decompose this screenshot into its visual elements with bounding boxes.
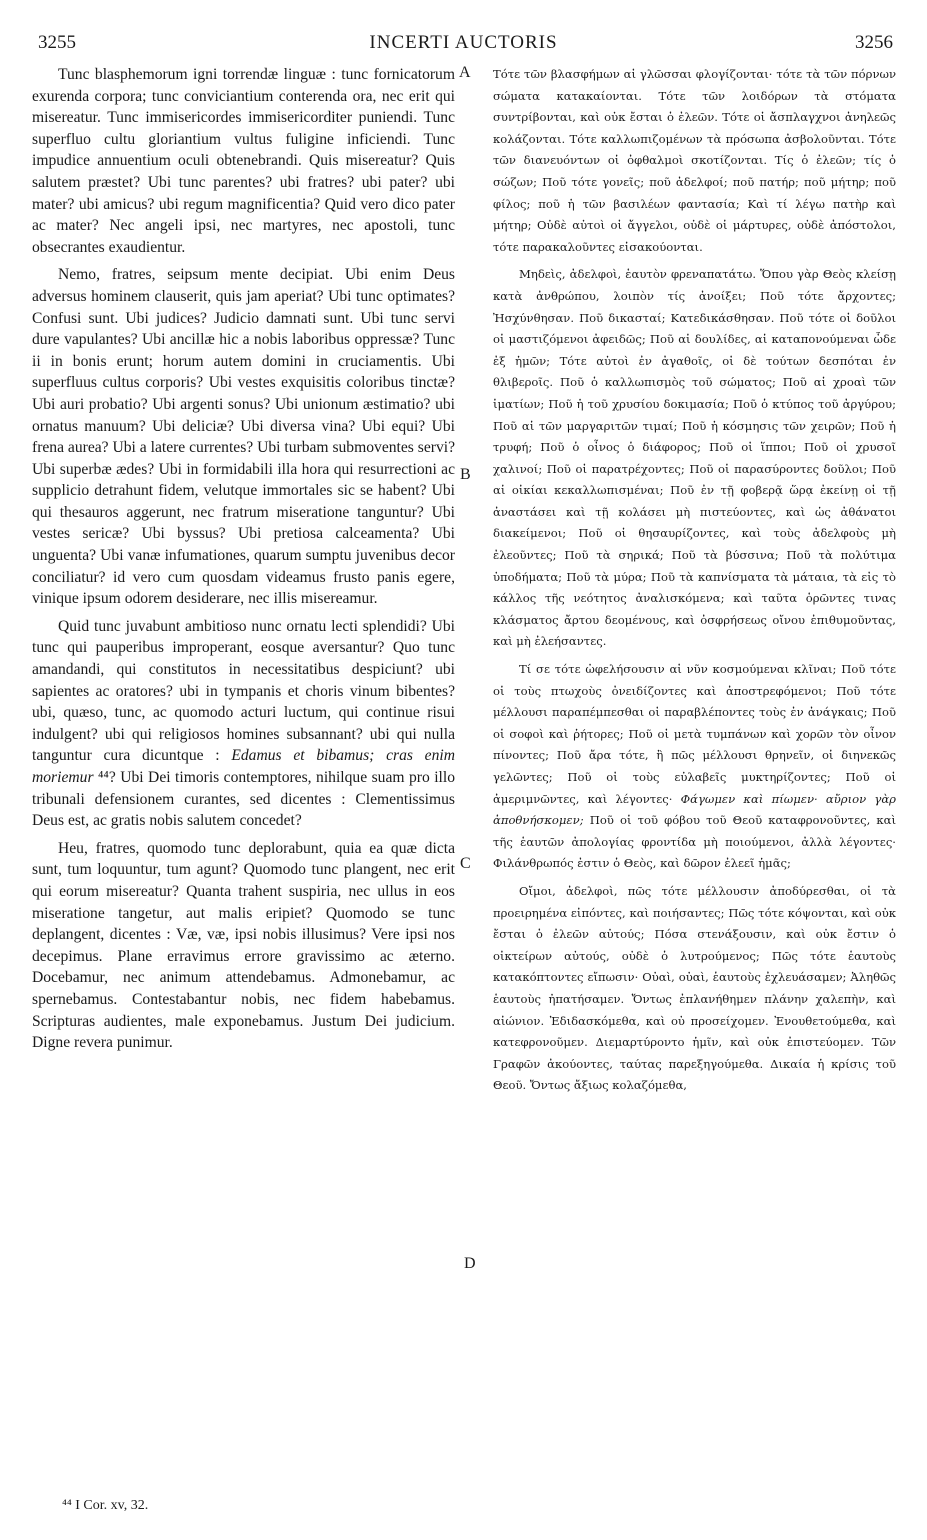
greek-text: Ποῦ οἱ τοῦ φόβου τοῦ Θεοῦ καταφρονοῦντες, καὶ τῆς ἑαυτῶν ἀπολογίας φροντίδα μὴ ποιούμενοι, ἀλλὰ λέγοντες· Φιλάνθρωπός ἐστιν ὁ Θεὸς, καὶ δῶρον ἐλεεῖ ἡμᾶς; bbox=[493, 813, 896, 871]
section-marker-a: A bbox=[459, 64, 471, 81]
greek-paragraph bbox=[493, 659, 896, 875]
greek-text: Τί σε τότε ὠφελήσουσιν αἱ νῦν κοσμούμεναι κλῖναι; Ποῦ τότε οἱ τοὺς πτωχοὺς ὀνειδίζοντες καὶ ἀποστρεφόμενοι; Ποῦ τότε μέλλουσι παραπέμπεσθαι οἱ παραβλέποντες τοὺς ἐν ἀνάγκαις; Ποῦ οἱ σοφοὶ καὶ ῥήτορες; Ποῦ οἱ μετὰ τυμπάνων καὶ χορῶν τὸν οἶνον πίνοντες; Ποῦ ἄρα τότε, ἢ πῶς μέλλουσι θρηνεῖν, οἱ διηνεκῶς γελῶντες; Ποῦ οἱ τοὺς εὐλαβεῖς μυκτηρίζοντες; Ποῦ οἱ ἀμεριμνῶντες, καὶ λέγοντες· bbox=[493, 662, 896, 806]
latin-paragraph: Heu, fratres, quomodo tunc deplorabunt, quia ea quæ dicta sunt, tum loquuntur, tum agunt? Quomodo tunc plangent, nec erit qui eorum misereatur? Quanta trahent suspiria, nec ullus in eos miseratione tangetur, aut malis eripiet? Quomodo se tunc deplangent, dicentes : Væ, væ, ipsi nobis illusimus? Vere ipsi nos decepimus. Plane erravimus errore gravissimo ac æterno. Docebamur, nec animum attendebamus. Admonebamur, ac spernebamus. Contestabantur nobis, nec fidem habebamus. Scripturas audientes, male exponebamus. Justum Dei judicium. Digne revera punimur. bbox=[32, 839, 455, 1052]
page-number-right: 3256 bbox=[855, 32, 893, 53]
greek-column bbox=[493, 64, 896, 1103]
latin-column bbox=[32, 64, 455, 1060]
running-title: INCERTI AUCTORIS bbox=[369, 32, 558, 53]
greek-scripture-quote: Φάγωμεν καὶ πίωμεν· αὔριον γὰρ ἀποθνήσκομεν; bbox=[493, 791, 896, 828]
latin-paragraph: Tunc blasphemorum igni torrendæ linguæ : tunc fornicatorum exurenda corpora; tunc conviciantium conterenda ora, nec erit qui misereatur. Tunc immisericordes immisericorditer puniendi. Tunc superfluo cultu gloriantium vultus fuligine inficiendi. Tunc impudice annuentium oculi obtenebrandi. Quis misereatur? Quis salutem præstet? Ubi tunc parentes? ubi fratres? ubi pater? ubi mater? ubi amicus? ubi regum magnificentia? Quid vero dico pater ac mater? Nec angeli ipsi, nec martyres, nec apostoli, tunc obsecrantes exaudientur. bbox=[32, 66, 455, 256]
latin-paragraph: Nemo, fratres, seipsum mente decipiat. Ubi enim Deus adversus hominem clauserit, quis jam aperiat? Ubi tunc optimates? Confusi sunt. Ubi judices? Judicio damnati sunt. Ubi tunc servi dure vapulantes? Ubi ancillæ hic a nobis laboribus oppressæ? Tunc ii in bonis erunt; horum autem domini in cruciamentis. Ubi superfluus cultus corporis? Ubi vestes exquisitis coloribus tinctæ? Ubi auri probatio? Ubi argenti sonus? Ubi unionum æstimatio? ubi ornatus manuum? Ubi deliciæ? Ubi diversa vina? Ubi equi? Ubi frena aurea? Ubi a latere currentes? Ubi turbam submoventes servi? Ubi superbæ ædes? Ubi in formidabili illa hora qui resurrectioni ac supplicio detrahunt fidem, velutque immortales sic se habent? Ubi qui thesauros aggerunt, nec fratrum miseratione tanguntur? Ubi vestes sericæ? Ubi byssus? Ubi pretiosa calceamenta? Ubi unguenta? Ubi vanæ infumationes, quarum sumptu juvenibus decor conciliatur? id vero cum quosdam videamus frusto panis egere, vinique ipsum odorem desiderare, nec illis misereamur. bbox=[32, 266, 456, 608]
section-marker-b: B bbox=[460, 466, 471, 483]
latin-scripture-quote: Edamus et bibamus; cras enim moriemur bbox=[32, 747, 455, 786]
latin-text: ⁴⁴? Ubi Dei timoris contemptores, nihilque suam pro illo tribunali defensionem curantes, sed dicentes : Clementissimus Deus est, ac gratis nobis salutem concedet? bbox=[32, 769, 455, 830]
greek-paragraph: Τότε τῶν βλασφήμων αἱ γλῶσσαι φλογίζονται· τότε τὰ τῶν πόρνων σώματα κατακαίονται. Τότε τῶν λοιδόρων τὰ στόματα συντρίβονται, καὶ οὐκ ἔσται ὁ ἐλεῶν. Τότε οἱ ἄσπλαγχνοι ἀνηλεῶς κολάζονται. Τότε καλλωπιζομένων τὰ πρόσωπα ἀσβολοῦνται. Τότε τῶν διανευόντων οἱ ὀφθαλμοὶ σκοτίζονται. Τίς ὁ ἐλεῶν; τίς ὁ σώζων; Ποῦ τότε γονεῖς; ποῦ ἀδελφοί; ποῦ πατήρ; ποῦ μήτηρ; ποῦ φίλος; ποῦ ἡ τῶν βασιλέων φαντασία; Καὶ τί λέγω πατὴρ καὶ μήτηρ; Οὐδὲ αὐτοὶ οἱ ἄγγελοι, οὐδὲ οἱ μάρτυρες, οὐδὲ ἀπόστολοι, τότε παρακαλοῦντες εἰσακούονται. bbox=[493, 67, 896, 254]
section-marker-d: D bbox=[464, 1255, 476, 1272]
footnote: ⁴⁴ I Cor. xv, 32. bbox=[62, 1498, 149, 1513]
page-header bbox=[34, 30, 893, 60]
section-marker-c: C bbox=[460, 855, 471, 872]
greek-paragraph: Μηδεὶς, ἀδελφοὶ, ἑαυτὸν φρεναπατάτω. Ὅπου γὰρ Θεὸς κλείσῃ κατὰ ἀνθρώπου, λοιπὸν τίς ἀνοίξει; Ποῦ τότε ἄρχοντες; Ἠσχύνθησαν. Ποῦ δικασταί; Κατεδικάσθησαν. Ποῦ τότε οἱ δοῦλοι οἱ μαστιζόμενοι ἀφειδῶς; Ποῦ αἱ δουλίδες, αἱ καταπονούμεναι ὧδε ἐξ ἡμῶν; Τότε αὐτοὶ ἐν ἀγαθοῖς, οἱ δὲ τούτων δεσπόται ἐν θλιβεροῖς. Ποῦ ὁ καλλωπισμὸς τοῦ σώματος; Ποῦ αἱ χροαὶ τῶν ἱματίων; Ποῦ ἡ τοῦ χρυσίου δοκιμασία; Ποῦ ὁ κτύπος τοῦ ἀργύρου; Ποῦ αἱ τῶν μαργαριτῶν τιμαί; Ποῦ ἡ κόσμησις τῶν χειρῶν; Ποῦ ἡ τρυφή; Ποῦ ὁ οἶνος ὁ διάφορος; Ποῦ οἱ ἵπποι; Ποῦ οἱ χρυσοῖ χαλινοί; Ποῦ οἱ παρατρέχοντες; Ποῦ οἱ παρασύροντες δοῦλοι; Ποῦ αἱ οἰκίαι κεκαλλωπισμέναι; Ποῦ ἐν τῇ φοβερᾷ ὥρᾳ ἐκείνῃ οἱ τῇ ἀναστάσει καὶ τῇ κολάσει μὴ πιστεύοντες, καὶ ὡς ἀθάνατοι διακείμενοι; Ποῦ οἱ θησαυρίζοντες, καὶ τοὺς ἀδελφοὺς μὴ ἐλεοῦντες; Ποῦ τὰ σηρικά; Ποῦ τὰ βύσσινα; Ποῦ τὰ πολύτιμα ὑποδήματα; Ποῦ τὰ μύρα; Ποῦ τὰ καπνίσματα τὰ μάταια, τὰ εἰς τὸ κάλλος τῆς νεότητος ἀναλισκόμενα; καὶ ταῦτα ὁρῶντες τινας κλάσματος ἄρτου δεομένους, καὶ ὀσφρήσεως οἴνου ἐπιθυμοῦντας, καὶ μὴ ἐλεήσαντες. bbox=[493, 267, 896, 649]
latin-paragraph bbox=[32, 616, 455, 832]
greek-paragraph: Οἴμοι, ἀδελφοὶ, πῶς τότε μέλλουσιν ἀποδύρεσθαι, οἱ τὰ προειρημένα εἰπόντες, καὶ ποιήσαντες; Πῶς τότε κόψονται, καὶ οὐκ ἔσται ὁ ἐλεῶν αὐτούς; Πόσα στενάξουσιν, καὶ οὐκ ἔστιν ὁ οἰκτείρων αὐτούς, οὐδὲ ὁ λυτρούμενος; Πῶς τότε ἑαυτοὺς κατακόπτοντες εἴπωσιν· Οὐαὶ, οὐαὶ, ἑαυτοὺς ἐχλευάσαμεν; Ἀληθῶς ἑαυτοὺς ἠπατήσαμεν. Ὄντως ἐπλανήθημεν πλάνην χαλεπὴν, καὶ αἰώνιον. Ἐδιδασκόμεθα, καὶ οὐ προσείχομεν. Ἐνουθετούμεθα, καὶ κατεφρονοῦμεν. Διεμαρτύροντο ἡμῖν, καὶ οὐκ ἐπιστεύομεν. Τῶν Γραφῶν ἀκούοντες, ταύτας παρεξηγούμεθα. Δικαία ἡ κρίσις τοῦ Θεοῦ. Ὄντως ἄξιως κολαζόμεθα, bbox=[493, 883, 896, 1093]
latin-text: Quid tunc juvabunt ambitioso nunc ornatu lecti splendidi? Ubi tunc qui pauperibus improperant, eosque aversantur? Quo tunc amandandi, qui constitutos in necessitatibus despiciunt? ubi sapientes ac oratores? ubi in tympanis et choris vinum bibentes? ubi, quæso, tunc, ac quomodo acturi luctum, qui continue risui indulgent? ubi qui religiosos homines subsannant? ubi qui nulla tanguntur cura dicuntque : bbox=[32, 617, 455, 765]
page-number-left: 3255 bbox=[38, 32, 76, 53]
